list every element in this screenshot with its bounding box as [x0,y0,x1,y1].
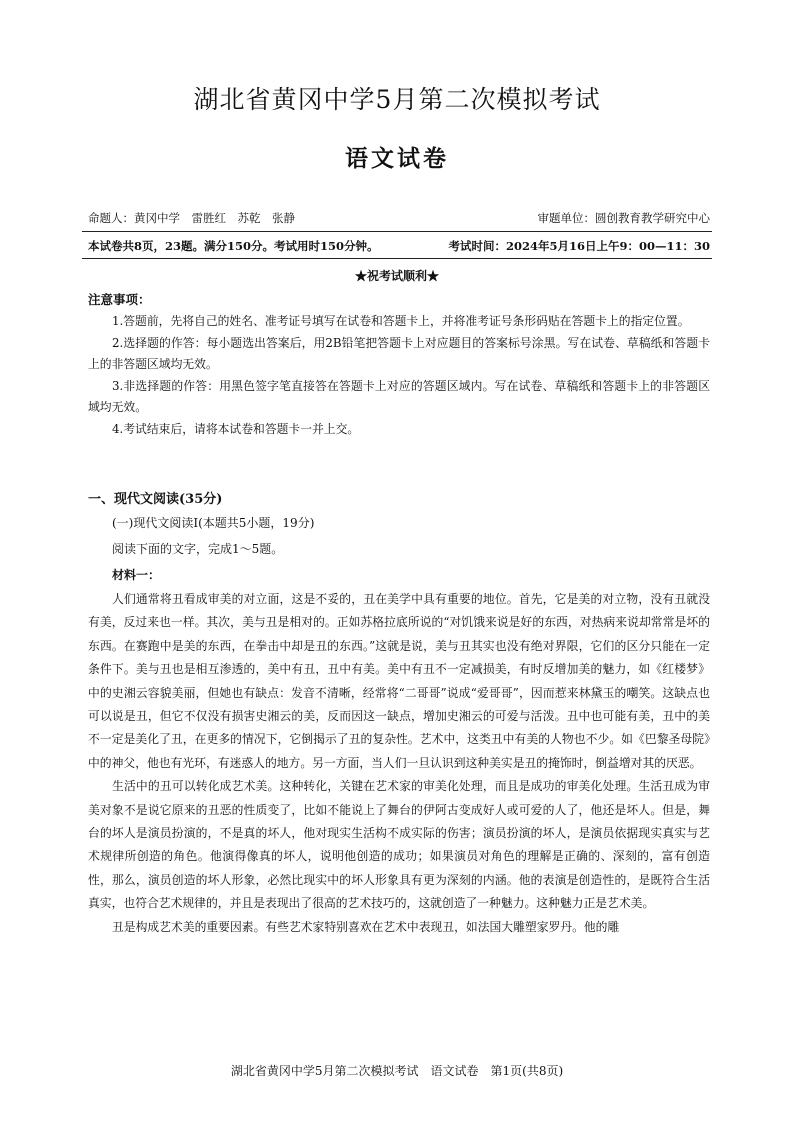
subsection-heading: (一)现代文阅读Ⅰ(本题共5小题，19分) [112,516,315,530]
notice-item: 2.选择题的作答：每小题选出答案后，用2B铅笔把答题卡上对应题目的答案标号涂黑。写在试卷、草稿纸和答题卡上的非答题区域均无效。 [88,335,710,371]
reading-instruction: 阅读下面的文字，完成1～5题。 [112,542,284,556]
exam-time: 考试时间：2024年5月16日上午9：00—11：30 [448,239,710,253]
notice-list [88,311,710,440]
material-text [88,588,710,939]
material-paragraph: 生活中的丑可以转化成艺术美。这种转化，关键在艺术家的审美化处理，而且是成功的审美化处理。生活丑成为审美对象不是说它原来的丑恶的性质变了，比如不能说上了舞台的伊阿古变成好人或可爱的人了，他还是坏人。但是，舞台的坏人是演员扮演的，不是真的坏人，他对现实生活构不成实际的伤害；演员扮演的坏人，是演员依据现实真实与艺术规律所创造的角色。他演得像真的坏人，说明他创造的成功；如果演员对角色的理解是正确的、深刻的，富有创造性，那么，演员创造的坏人形象，必然比现实中的坏人形象具有更为深刻的内涵。他的表演是创造性的，是既符合生活真实，也符合艺术规律的，并且是表现出了很高的艺术技巧的，这就创造了一种魅力。这种魅力正是艺术美。 [88,779,710,911]
page-footer: 湖北省黄冈中学5月第二次模拟考试 语文试卷 第1页(共8页) [230,1064,564,1078]
section-heading: 一、现代文阅读(35分) [88,492,223,507]
authors: 命题人：黄冈中学 雷胜红 苏乾 张静 [88,211,295,225]
notice-item: 3.非选择题的作答：用黑色签字笔直接答在答题卡上对应的答题区域内。写在试卷、草稿纸和答题卡上的非答题区域均无效。 [88,378,710,414]
blessing: ★祝考试顺利★ [354,269,439,283]
divider-bottom [82,258,712,259]
material-paragraph: 人们通常将丑看成审美的对立面，这是不妥的，丑在美学中具有重要的地位。首先，它是美的对立物，没有丑就没有美，反过来也一样。其次，美与丑是相对的。正如苏格拉底所说的“对饥饿来说是好的东西，对热病来说却常常是坏的东西。在赛跑中是美的东西，在拳击中却是丑的东西。”这就是说，美与丑其实也没有绝对界限，它们的区分只能在一定条件下。美与丑也是相互渗透的，美中有丑，丑中有美。美中有丑不一定减损美，有时反增加美的魅力，如《红楼梦》中的史湘云容貌美丽，但她也有缺点：发音不清晰，经常将“二哥哥”说成“爱哥哥”，因而惹来林黛玉的嘲笑。这缺点也可以说是丑，但它不仅没有损害史湘云的美，反而因这一缺点，增加史湘云的可爱与活泼。丑中也可能有美，丑中的美不一定是美化了丑，在更多的情况下，它倒揭示了丑的复杂性。艺术中，这类丑中有美的人物也不少。如《巴黎圣母院》中的神父，他也有光环，有迷惑人的地方。另一方面，当人们一旦认识到这种美实是丑的掩饰时，倒益增对其的厌恶。 [88,592,710,770]
material-paragraph: 丑是构成艺术美的重要因素。有些艺术家特别喜欢在艺术中表现丑，如法国大雕塑家罗丹。他的雕 [112,919,620,934]
exam-info: 本试卷共8页，23题。满分150分。考试用时150分钟。 [88,239,379,253]
divider-top [82,231,712,232]
material-label: 材料一： [112,568,161,582]
paper-subject-title: 语文试卷 [345,145,449,172]
notice-item: 4.考试结束后，请将本试卷和答题卡一并上交。 [112,421,360,436]
exam-title: 湖北省黄冈中学5月第二次模拟考试 [193,85,601,114]
notice-item: 1.答题前，先将自己的姓名、准考证号填写在试卷和答题卡上，并将准考证号条形码贴在答题卡上的指定位置。 [112,314,690,328]
reviewer: 审题单位：圆创教育教学研究中心 [537,211,710,225]
notice-heading: 注意事项： [88,292,151,307]
